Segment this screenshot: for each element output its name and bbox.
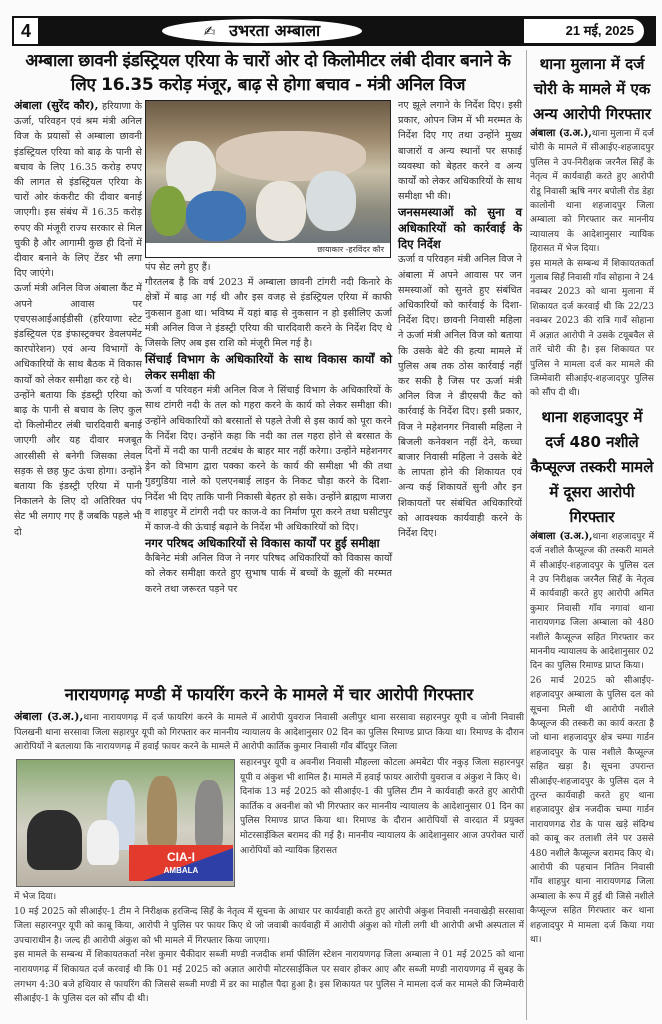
paper-name: उभरता अम्बाला (229, 21, 321, 40)
firing-para-beside: सहारनपुर यूपी व अवनीश निवासी मौहल्ला कोटला अमबेटा पीर नकुड़ जिला सहारनपुर यूपी व अंकुश भी शामिल है। मामले में हवाई फायर आरोपी युवराज व अंकुश ने किए थे। (240, 758, 524, 783)
col3-para-2: ऊर्जा व परिवहन मंत्री अनिल विज ने अंबाला में अपने आवास पर जन समस्याओं को सुनते हुए संबंधित अधिकारियों को कार्रवाई के दिशा-निर्देश दिए। छावनी निवासी महिला ने ऊर्जा मंत्री अनिल विज को बताया कि उसके बेटे की हत्या मामले में पुलिस अब तक ठोस कार्रवाई नहीं कर सकी है जिस पर ऊर्जा मंत्री अनिल विज ने डीएसपी कैंट को कार्रवाई के निर्देश दिए। इसी प्रकार, विज ने महेशनगर निवासी महिला ने बिजली कनेक्शन नहीं देने, कच्चा बाजार निवासी महिला ने उसके बेटे के लापता होने की शिकायत एवं अन्य कई शिकायतें सुनी और इन शिकायतों पर संबंधित अधिकारियों को आवश्यक कार्यवाही करने के निर्देश दिए। (398, 254, 522, 540)
capsules-byline: अंबाला (उ.अ.), (530, 530, 593, 542)
issue-date: 21 मई, 2025 (524, 19, 644, 43)
main-para-2: ऊर्जा मंत्री अनिल विज अंबाला कैंट में अपने आवास पर एचएसआईआईडीसी (हरियाणा स्टेट इंडस्ट्रियल एंड इंफास्ट्रक्चर डेवलपमेंट कारपोरेशन) एवं अन्य विभागों के अधिकारियों के साथ बैठक में विकास कार्यों को लेकर समीक्षा कर रहे थे। (14, 283, 142, 386)
firing-para-intro: थाना नारायणगढ़ में दर्ज फायरिगं करने के मामले में आरोपी युवराज निवासी अलीपुर थाना सरसावा सहारनपुर यूपी व जोनी निवासी पिलखनी थाना सरसावा जिला सहारपुर यूपी को गिरफ्तार कर माननीय न्यायालय के आदेशानुसार 02 दिन का पुलिस रिमाण्ड प्राप्त किया था। रिमाण्ड के दौरान आरोपियों ने बतलाया कि नारायणगढ़ में हवाई फायर करने के मामले में आरोपी कार्तिक कुमार निवासी गाँव बीँदपुर जिला (14, 713, 524, 753)
capsules-headline: थाना शहजादपुर में दर्ज 480 नशीले कैप्सूल्ज तस्करी मामले में दूसरा आरोपी गिरफ्तार (530, 407, 654, 526)
pen-icon: ✍ (203, 24, 216, 40)
paper-title (162, 19, 362, 43)
col3-para-1: नए झूले लगाने के निर्देश दिए। इसी प्रकार, ओपन जिम में भी मरम्मत के निर्देश दिए गए तथा उन्होंने मुख्य बाजारों व अन्य स्थानों पर सफाई व्यवस्था को बेहतर करने व अन्य कार्यों को लेकर अधिकारियों के साथ समीक्षा भी की। (398, 100, 522, 203)
theft-byline: अंबाला (उ.अ.), (530, 128, 592, 139)
main-para-1: हरियाणा के ऊर्जा, परिवहन एवं श्रम मंत्री अनिल विज के प्रयासों से अम्बाला छावनी इंडस्ट्रियल एरिया को बाढ़ के पानी से बचाव के लिए 16.35 करोड़ रुपए की लागत से इंडस्ट्रियल एरिया के चारों ओर कंकरीट की दीवार बनाई जाएगी। इस संबंध में 16.35 करोड़ रुपए की मंजूरी राज्य सरकार से मिल चुकी है और आगामी कुछ ही दिनों में दीवार बनाने के लिए टेंडर भी लगा दिए जाएंगे। (14, 101, 142, 280)
capsules-article (530, 530, 654, 948)
firing-para-3: इस मामले के सम्बन्ध में शिकायतकर्ता नरेश कुमार चैकीदार सब्जी मण्डी नजदीक शर्मा फीलिंग स्टेशन नारायणगढ़ जिला अम्बाला ने 01 मई 2025 को थाना नारायणगढ़ में शिकायत दर्ज करवाई थी कि 01 मई 2025 को अज्ञात आरोपी मोटरसाईकिल पर सवार होकर आए और सब्जी मण्डी नारायणगढ़ में सुबह के लगभग 4:30 बजे हथियार से फायरिंग की जिससे सब्जी मण्डी में डर का माहौल पैदा हुआ है। इस शिकायत पर पुलिस ने मामला दर्ज कर मामले की जिम्मेवारी सीआईए-1 के पुलिस दल को सौंप दी थी। (14, 950, 524, 1005)
firing-para-beside-2: दिनांक 13 मई 2025 को सीआईए-1 की पुलिस टीम ने कार्यवाही करते हुए आरोपी कार्तिक व अवनीश को भी गिरफ्तार कर माननीय न्यायालय के आदेशानुसार 01 दिन का पुलिस रिमाण्ड प्राप्त किया था। रिमाण्ड के दौरान आरोपियों से वारदात में प्रयुक्त मोटरसाईकिल बरामद की गई है। माननीय न्यायालय के आदेशानुसार आज उपरोक्त चारों आरोपियों को न्यायिक हिरासत (240, 787, 524, 856)
subhead-irrigation: सिंचाई विभाग के अधिकारियों के साथ विकास कार्यों को लेकर समीक्षा की (145, 352, 392, 383)
main-para-3: उन्होंने बताया कि इंडस्ट्री एरिया को बाढ़ के पानी से बचाव के लिए कुल दो किलोमीटर लंबी चारदिवारी बनाई जाएगी और यह दीवार मजबूत आरसीसी से बनेगी जिसका लेवल सड़क से छह फुट ऊंचा होगा। उन्होंने बताया कि इंडस्ट्री एरिया में पानी निकालने के लिए दो अतिरिक्त पंप सेट भी लगाए गए हैं जबकि पहले भी दो (14, 389, 142, 538)
theft-headline: थाना मुलाना में दर्ज चोरी के मामले में एक अन्य आरोपी गिरफ्तार (533, 55, 651, 123)
cia-banner-sub: AMBALA (163, 866, 199, 875)
theft-article (530, 127, 654, 401)
firing-rest (14, 890, 524, 1007)
col2-para-3: ऊर्जा व परिवहन मंत्री अनिल विज ने सिंचाई विभाग के अधिकारियों के साथ टांगरी नदी के तल को गहरा करने के कार्य को लेकर समीक्षा की। उन्होंने अधिकारियों को बरसातों से पहले तेजी से इस कार्य को पूरा करने के निर्देश दिए। उन्होंने कहा कि नदी का तल गहरा होने से बरसात के दिनों में नदी का पानी तटबंध के बाहर मार नहीं करेगा। उन्होंने महेशनगर ड्रेन को विभाग द्वारा पक्का करने के कार्य की समीक्षा भी की तथा गुडगुडिया नाले को एलएनबाई लाइन के निकट चौड़ा करने के दिशा-निर्देश भी दिए ताकि पानी निकासी बेहतर हो सके। उन्होंने ब्राह्मण माजरा व शाहपुर में टांगरी नदी पर काज-वे का निर्माण पूरा करने तथा घसीटपुर में काज-वे की ऊंचाई बढ़ाने के निर्देश भी अधिकारियों को दिए। (145, 385, 392, 534)
photo-caption: छायाकार -हरविंदर कौर (146, 243, 390, 257)
subhead-grievances: जनसमस्याओं को सुना व अधिकारियों को कार्रवाई के दिए निर्देश (398, 205, 522, 252)
accused-photo (16, 759, 235, 887)
main-headline: अम्बाला छावनी इंडस्ट्रियल एरिया के चारों ओर दो किलोमीटर लंबी दीवार बनाने के लिए 16.35 करोड़ मंजूर, बाढ़ से होगा बचाव - मंत्री अनिल विज (25, 51, 511, 95)
cia-banner (129, 845, 233, 881)
theft-para-2: इस मामले के सम्बन्ध में शिकायतकर्ता गुलाब सिहँ निवासी गाँव सोहाना ने 24 नवम्बर 2023 को थाना मुलाना में शिकायत दर्ज करवाई थी कि 22/23 नवम्बर 2023 की रात्रि गावँ सोहाना में अज्ञात आरोपी ने उसके टयूबवैल से तारें चोरी की है। इस शिकायत पर पुलिस ने मामला दर्ज कर मामले की जिम्मेवारी सीआईए-शहजादपुर पुलिस को सौंप दी थी। (530, 258, 654, 399)
capsules-para-2: 26 मार्च 2025 को सीआईए-शहजादपुर अम्बाला के पुलिस दल को सूचना मिली थी आरोपी नशीले कैप्सूल्ज की तस्करी का कार्य करता है जो थाना शहजादपुर क्षेत्र चम्पा गार्डन शहजादपुर के पास नशीले कैप्सूल्ज सहित खड़ा है। सूचना उपरान्त सीआईए-शहजादपुर के पुलिस दल ने तुरन्त कार्यवाही करते हुए थाना शहजादपुर क्षेत्र नजदीक चम्पा गार्डन नारायणगढ रोड के पास खड़े संदिग्ध को काबू कर तलाशी लेने पर उससे 480 नशीले कैप्सूल्ज बरामद किए थे। आरोपी की पहचान नितिन निवासी गाँव शाहपुर थाना नारायणगढ जिला अम्बाला के रूप में हुई थी जिसे नशीले कैप्सूल्ज सहित गिरफ्तार कर थाना शहजादपुर मे मामला दर्ज किया गया था। (530, 675, 654, 946)
firing-beside-photo (240, 756, 524, 858)
firing-headline: नारायणगढ़ मण्डी में फायरिंग करने के मामले में चार आरोपी गिरफ्तार (64, 685, 474, 704)
firing-intro (14, 710, 524, 755)
main-byline: अंबाला (सुरेंद कौर), (14, 99, 99, 112)
firing-after-photo: में भेज दिया। (14, 892, 57, 902)
meeting-photo (145, 100, 391, 258)
capsules-para-1: थाना शहजादपुर में दर्ज नशीले कैप्सूल्ज की तस्करी मामले में सीआईए-शहजादपुर के पुलिस दल ने उप निरीक्षक जरनैल सिहँ के नेतृत्व में कार्यवाही करते हुए आरोपी अमित कुमार निवासी गाँव नगावां थाना नारायणगढ जिला अम्बाला को 480 नशीले कैप्सूल्ज सहित गिरफ्तार कर माननीय न्यायालय के आदेशानुसार 02 दिन का पुलिस रिमाण्ड प्राप्त किया। (530, 531, 654, 672)
col2-para-2: गौरतलब है कि वर्ष 2023 में अम्बाला छावनी टांगरी नदी किनारे के क्षेत्रों में बाढ़ आ गई थी और इस वजह से इंडस्ट्रियल एरिया में काफी नुकसान हुआ था। भविष्य में यहां बाढ़ से नुकसान न हो इसीलिए ऊर्जा मंत्री अनिल विज ने इंडस्ट्री एरिया की चारदिवारी करने के निर्देश दिए थे जिसके लिए अब इस राशि को मंजूरी मिल गई है। (145, 277, 392, 350)
cia-banner-title: CIA-I (167, 850, 195, 864)
col2-para-4: कैबिनेट मंत्री अनिल विज ने नगर परिषद अधिकारियों को विकास कार्यों को लेकर समीक्षा करते हुए सुभाष पार्क में बच्चों के झूलों की मरम्मत करने तथा जरूरत पड़ने पर (145, 553, 392, 595)
firing-para-2: 10 मई 2025 को सीआईए-1 टीम ने निरीक्षक हरजिन्द सिहँ के नेतृत्व में सूचना के आधार पर कार्यवाही करते हुए आरोपी अंकुश निवासी ननवाखेड़ी सरसावा जिला सहारनपुर यूपी को काबू किया, आरोपी ने पुलिस पर फायर किए थे जो जवाबी कार्यवाही में आरोपी अंकुश को गोली लगी थी आरोपी अभी अस्पताल में उपचाराधीन है। जल्द ही आरोपी अंकुश को भी मामले में गिरफ्तार किया जाएगा। (14, 906, 524, 946)
theft-para-1: थाना मुलाना में दर्ज चोरी के मामले में सीआईए-शहजादपुर पुलिस ने उप-निरीक्षक जरनैल सिहँ के नेतृत्व में कार्यवाही करते हुए आरोपी रोडू निवासी ऋषि नगर बपोली रोड डेहा कालोनी थाना शहजादपुर जिला अम्बाला को गिरफ्तार कर माननीय न्यायालय के आदेशानुसार न्यायिक हिरासत में भेज दिया। (530, 129, 654, 255)
page-number: 4 (14, 18, 38, 44)
col2-para-1: पंप सेट लगे हुए हैं। (145, 262, 211, 273)
main-article-col3 (398, 98, 522, 541)
main-article-col2 (145, 260, 392, 597)
firing-byline: अंबाला (उ.अ.), (14, 710, 84, 723)
column-divider (526, 50, 527, 1020)
right-column (530, 52, 654, 948)
subhead-municipal: नगर परिषद अधिकारियों से विकास कार्यों पर हुई समीक्षा (145, 536, 380, 551)
main-article-col1 (14, 98, 142, 540)
masthead (12, 16, 524, 46)
